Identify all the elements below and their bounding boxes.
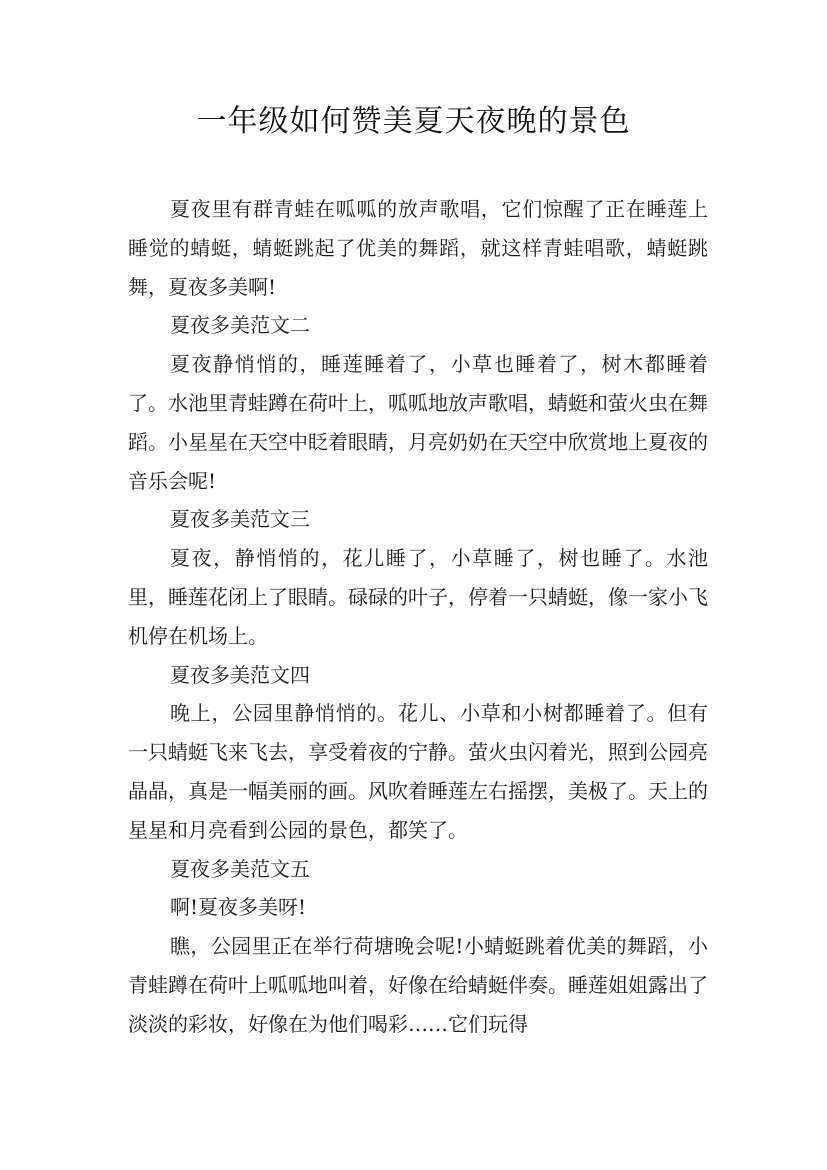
paragraph-5: 瞧，公园里正在举行荷塘晚会呢!小蜻蜓跳着优美的舞蹈，小青蛙蹲在荷叶上呱呱地叫着，好像在给蜻蜓伴奏。睡莲姐姐露出了淡淡的彩妆，好像在为他们喝彩……它们玩得: [128, 934, 708, 1036]
section-heading-2: 夏夜多美范文二: [170, 313, 310, 338]
section-heading-3: 夏夜多美范文三: [170, 507, 310, 532]
exclamation-line: 啊!夏夜多美呀!: [170, 895, 307, 920]
document-title: 一年级如何赞美夏天夜晚的景色: [196, 104, 631, 139]
paragraph-3: 夏夜，静悄悄的，花儿睡了，小草睡了，树也睡了。水池里，睡莲花闭上了眼睛。碌碌的叶子，停着一只蜻蜓，像一家小飞机停在机场上。: [128, 546, 708, 648]
paragraph-2: 夏夜静悄悄的，睡莲睡着了，小草也睡着了，树木都睡着了。水池里青蛙蹲在荷叶上，呱呱地放声歌唱，蜻蜓和萤火虫在舞蹈。小星星在天空中眨着眼睛，月亮奶奶在天空中欣赏地上夏夜的音乐会呢!: [128, 352, 708, 493]
paragraph-1: 夏夜里有群青蛙在呱呱的放声歌唱，它们惊醒了正在睡莲上睡觉的蜻蜓，蜻蜓跳起了优美的舞蹈，就这样青蛙唱歌，蜻蜓跳舞，夏夜多美啊!: [128, 197, 708, 299]
section-heading-4: 夏夜多美范文四: [170, 662, 310, 687]
document-body: [128, 190, 708, 1044]
paragraph-4: 晚上，公园里静悄悄的。花儿、小草和小树都睡着了。但有一只蜻蜓飞来飞去，享受着夜的宁静。萤火虫闪着光，照到公园亮晶晶，真是一幅美丽的画。风吹着睡莲左右摇摆，美极了。天上的星星和月亮看到公园的景色，都笑了。: [128, 701, 708, 842]
section-heading-5: 夏夜多美范文五: [170, 856, 310, 881]
